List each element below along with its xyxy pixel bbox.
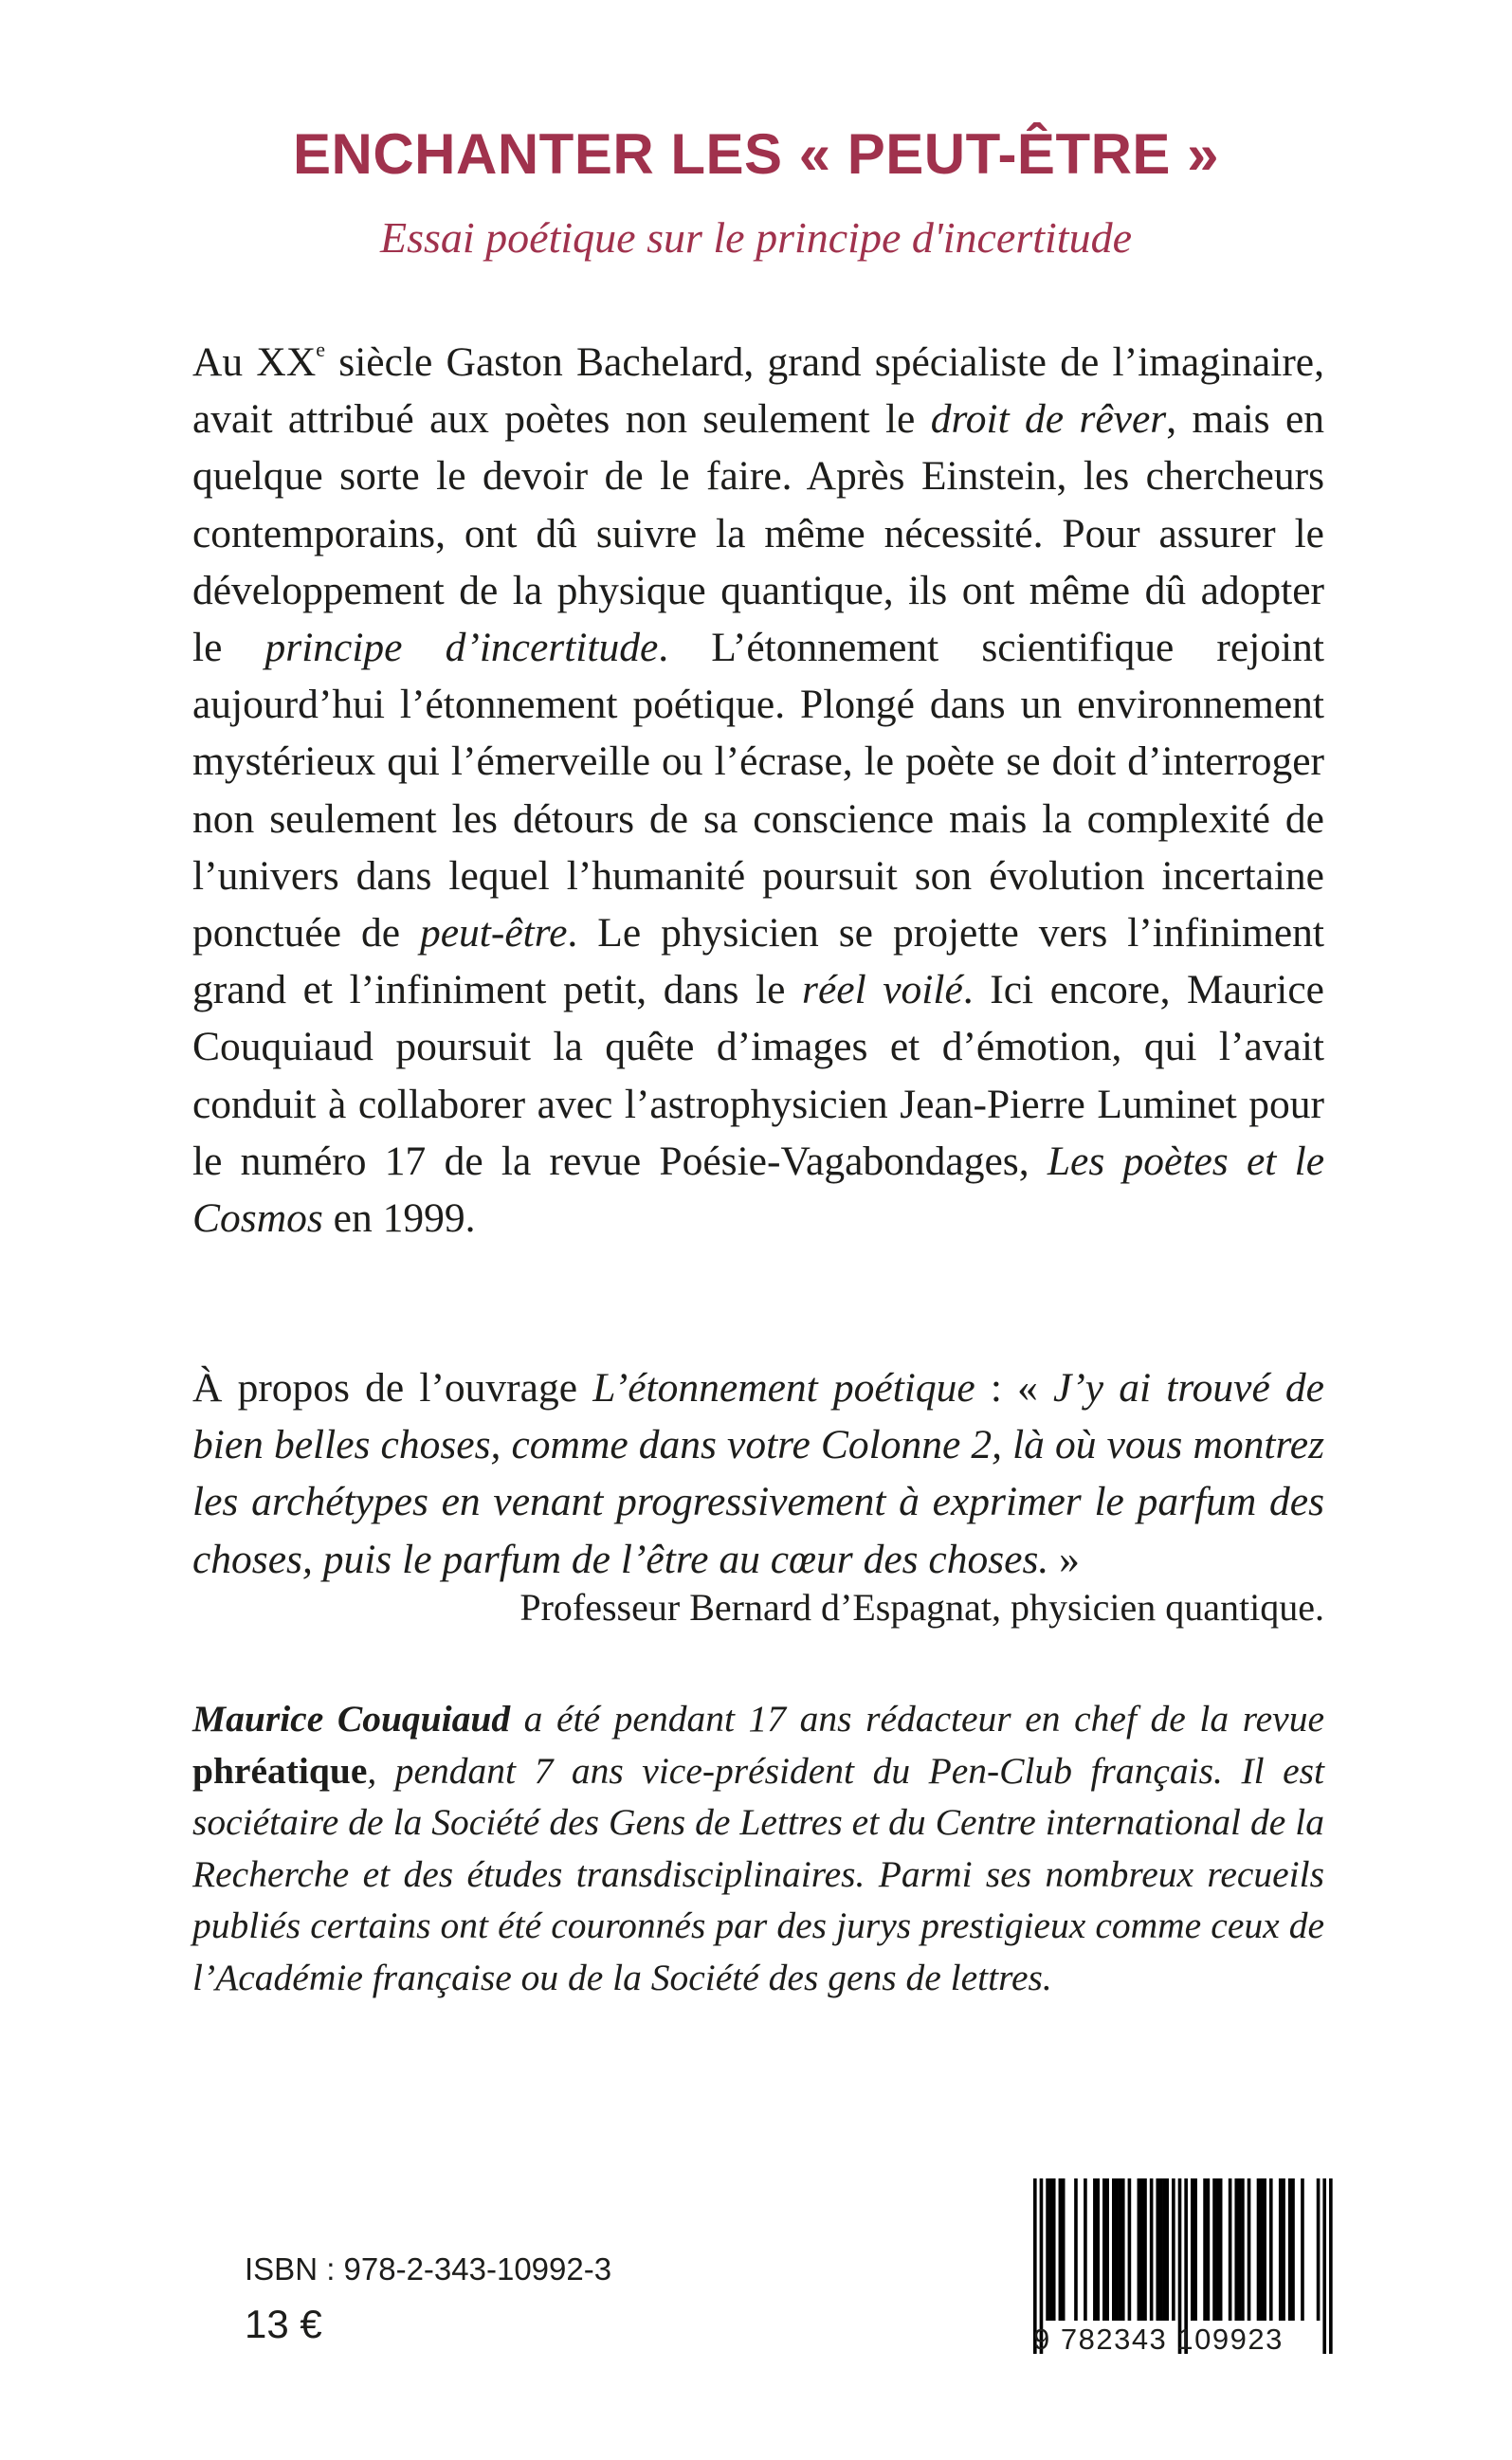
- text-run: en 1999.: [322, 1195, 476, 1242]
- barcode-bar: [1234, 2178, 1238, 2321]
- text-run: , pendant 7 ans vice-président du Pen-Club français. Il est sociétaire de la Société des Gens de Lettres et du Centre international de la Recherche et des études transdisciplinaires. Parmi ses nombreux recueils publiés certains ont été couronnés par des jurys prestigieux comme ceux de l’Académie française ou de la Société des gens de lettres.: [192, 1749, 1324, 1998]
- barcode-bar: [1291, 2178, 1295, 2321]
- barcode-bar: [1105, 2178, 1109, 2321]
- barcode-bar: [1301, 2178, 1304, 2321]
- barcode-bar: [1203, 2178, 1207, 2321]
- barcode-bar: [1128, 2178, 1132, 2321]
- superscript: e: [316, 337, 326, 361]
- barcode-bar: [1248, 2178, 1251, 2321]
- text-run: . L’étonnement scientifique rejoint aujourd’hui l’étonnement poétique. Plongé dans un environnement mystérieux qui l’émerveille ou l’écrase, le poète se doit d’interroger non seulement les détours de sa conscience mais la complexité de l’univers dans lequel l’humanité poursuit son évolution incertaine ponctuée de: [192, 625, 1324, 957]
- barcode-bar: [1119, 2178, 1122, 2321]
- barcode-bar: [1084, 2178, 1087, 2321]
- journal-name: phréatique: [192, 1749, 368, 1792]
- italic-run: principe d’incertitude: [264, 625, 659, 671]
- italic-run: Les poètes et le Cosmos: [192, 1138, 1324, 1242]
- barcode-bar: [1260, 2178, 1264, 2321]
- quote-attribution: Professeur Bernard d’Espagnat, physicien quantique.: [519, 1586, 1324, 1629]
- barcode-bar: [1219, 2178, 1223, 2321]
- price: 13 €: [245, 2302, 322, 2346]
- book-reference: L’étonnement poétique: [592, 1365, 975, 1411]
- description-paragraph: [192, 334, 1324, 1247]
- quote-text: J’y ai trouvé de bien belles choses, comme dans votre Colonne 2, là où vous montrez les archétypes en venant progressivement à exprimer le parfum des choses, puis le parfum de l’être au cœur des choses.: [192, 1365, 1324, 1582]
- text-run: , mais en quelque sorte le devoir de le faire. Après Einstein, les chercheurs contemporains, ont dû suivre la même nécessité. Pour assurer le développement de la physique quantique, ils ont même dû adopter le: [192, 396, 1325, 671]
- barcode-bar: [1138, 2178, 1141, 2321]
- barcode-bar: [1140, 2178, 1144, 2321]
- barcode-digits: 9 782343 109923: [1033, 2323, 1284, 2356]
- text-run: À propos de l’ouvrage: [192, 1365, 593, 1411]
- barcode-bar: [1191, 2178, 1194, 2321]
- barcode-bar: [1096, 2178, 1100, 2321]
- barcode-bar: [1059, 2178, 1063, 2321]
- italic-run: droit de rêver: [930, 396, 1167, 443]
- barcode-bar: [1207, 2178, 1211, 2321]
- barcode-bar: [1115, 2178, 1119, 2321]
- book-subtitle: Essai poétique sur le principe d'incertitude: [380, 213, 1132, 262]
- barcode-bar: [1046, 2178, 1049, 2321]
- italic-run: peut-être: [420, 910, 568, 957]
- author-bio: [192, 1693, 1324, 2004]
- barcode-bar: [1172, 2178, 1175, 2321]
- text-run: : «: [975, 1365, 1054, 1411]
- barcode-bar: [1229, 2178, 1232, 2321]
- barcode-bar: [1282, 2178, 1285, 2321]
- barcode-bar: [1049, 2178, 1053, 2321]
- barcode-bar: [1052, 2178, 1056, 2321]
- barcode-bar: [1193, 2178, 1197, 2321]
- text-run: Au XX: [192, 339, 317, 385]
- text-run: siècle Gaston Bachelard, grand spécialiste de l’imaginaire, avait attribué aux poètes non seulement le: [192, 339, 1324, 443]
- barcode-bar: [1165, 2178, 1169, 2321]
- italic-run: réel voilé: [802, 967, 963, 1013]
- book-title: ENCHANTER LES « PEUT-ÊTRE »: [293, 122, 1219, 186]
- barcode-bar: [1150, 2178, 1154, 2321]
- barcode-bar: [1121, 2178, 1125, 2321]
- barcode-bar: [1216, 2178, 1220, 2321]
- barcode-bar: [1112, 2178, 1116, 2321]
- isbn: ISBN : 978-2-343-10992-3: [245, 2251, 612, 2287]
- barcode-bar: [1062, 2178, 1066, 2321]
- barcode-bar: [1279, 2178, 1283, 2321]
- barcode-bar: [1263, 2178, 1266, 2321]
- barcode-bar: [1162, 2178, 1166, 2321]
- text-run: »: [1048, 1536, 1080, 1582]
- barcode-bar: [1159, 2178, 1163, 2321]
- author-name: Maurice Couquiaud: [192, 1698, 511, 1740]
- text-run: . Ici encore, Maurice Couquiaud poursuit la quête d’images et d’émotion, qui l’avait conduit à collaborer avec l’astrophysicien Jean-Pierre Luminet pour le numéro 17 de la revue Poésie-Vagabondages,: [192, 967, 1324, 1184]
- barcode-bar: [1288, 2178, 1292, 2321]
- barcode-bar: [1269, 2178, 1273, 2321]
- barcode-bar: [1156, 2178, 1159, 2321]
- barcode-bar: [1102, 2178, 1106, 2321]
- text-run: . Le physicien se projette vers l’infiniment grand et l’infiniment petit, dans le: [192, 910, 1324, 1013]
- barcode-bar: [1212, 2178, 1216, 2321]
- text-run: a été pendant 17 ans rédacteur en chef de la revue: [510, 1698, 1324, 1740]
- barcode-bar: [1074, 2178, 1078, 2321]
- barcode-bar: [1238, 2178, 1242, 2321]
- quote-paragraph: [192, 1359, 1324, 1588]
- barcode-bar: [1143, 2178, 1147, 2321]
- barcode-bar: [1257, 2178, 1261, 2321]
- barcode-bar: [1241, 2178, 1245, 2321]
- barcode-bar: [1093, 2178, 1097, 2321]
- barcode-bar: [1317, 2178, 1321, 2321]
